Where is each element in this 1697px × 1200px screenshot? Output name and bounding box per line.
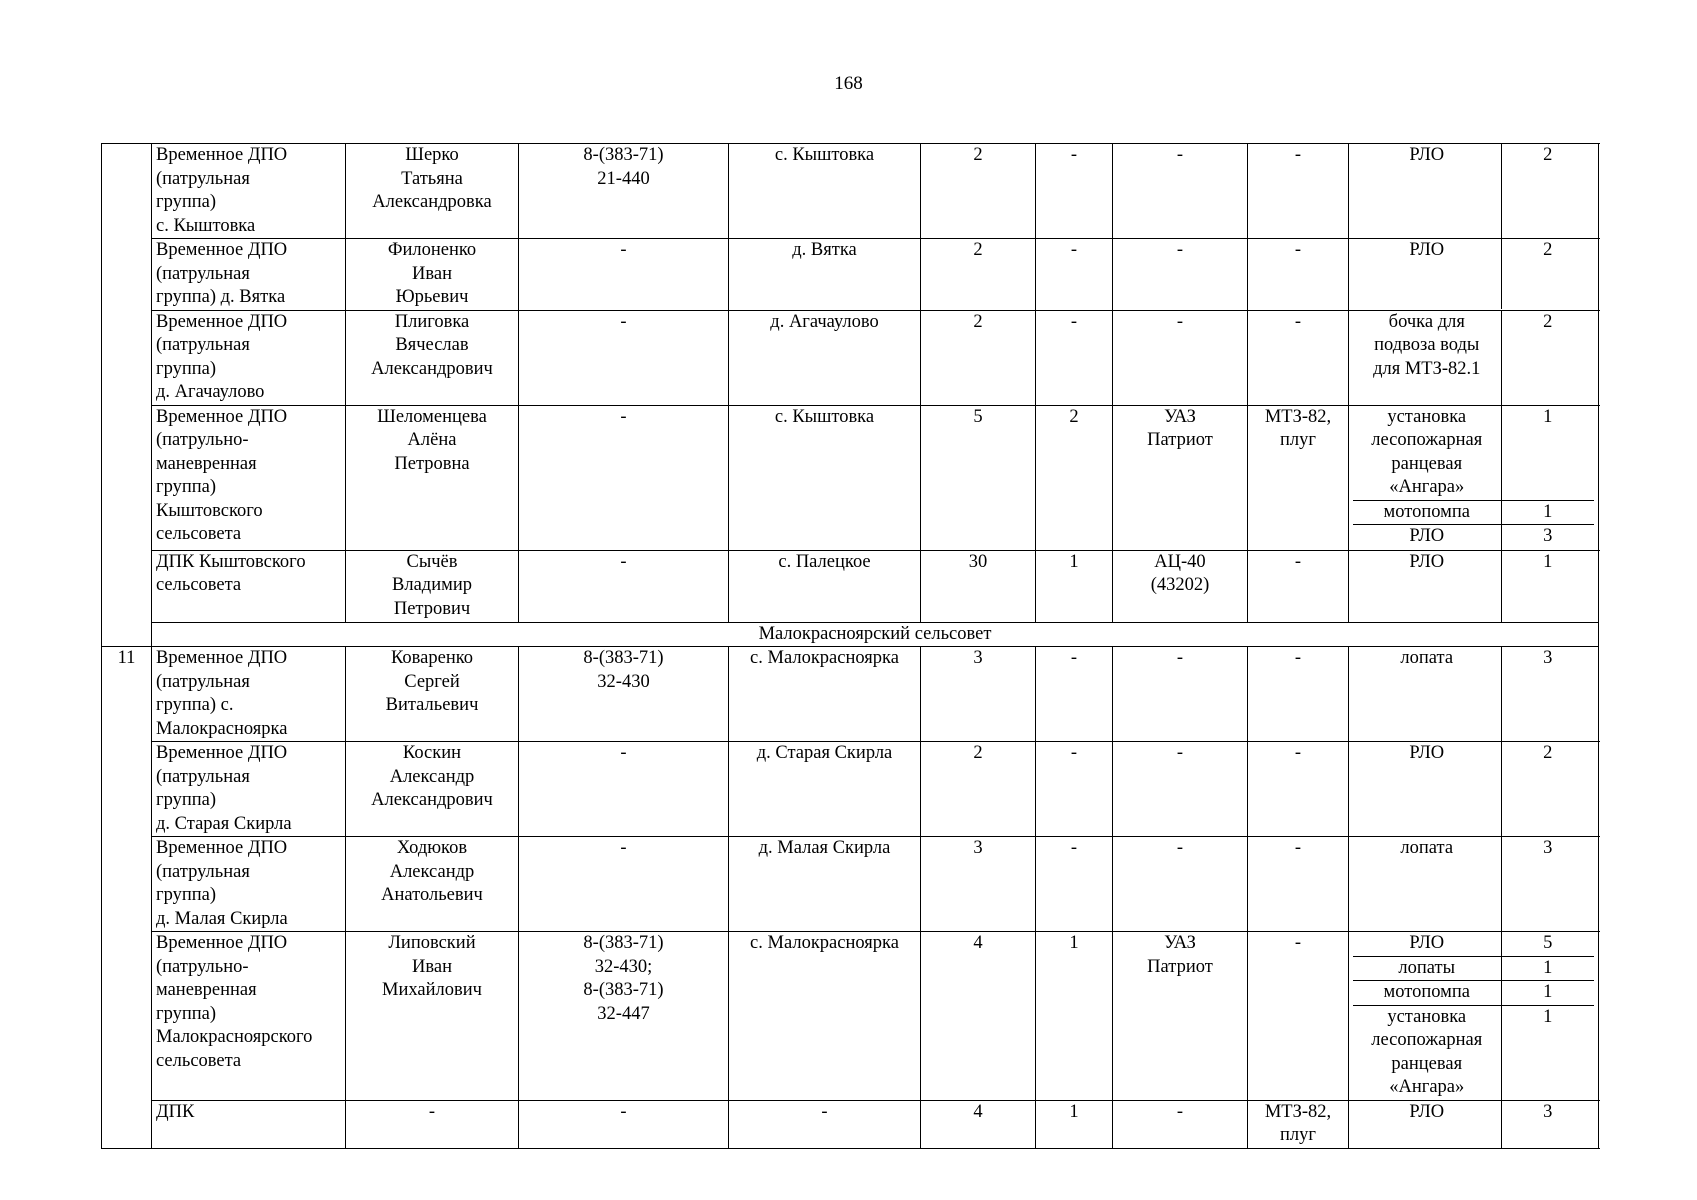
unit-phone: 8-(383-71) 32-430 xyxy=(519,647,729,742)
unit-leader: Ходюков Александр Анатольевич xyxy=(346,837,519,932)
equipment-row xyxy=(1353,551,1594,622)
unit-tech-units: - xyxy=(1036,647,1113,742)
unit-name: Временное ДПО (патрульно- маневренная группа) Кыштовского сельсовета xyxy=(152,405,346,550)
table-row xyxy=(102,1100,1599,1148)
equipment-row xyxy=(1353,311,1594,405)
unit-other-tech: - xyxy=(1248,239,1349,311)
unit-other-tech: - xyxy=(1248,647,1349,742)
equipment-cell xyxy=(1349,647,1599,742)
unit-leader: Плиговка Вячеслав Александрович xyxy=(346,310,519,405)
unit-leader: Шеломенцева Алёна Петровна xyxy=(346,405,519,550)
unit-tech-units: 1 xyxy=(1036,1100,1113,1148)
unit-people: 3 xyxy=(921,647,1036,742)
unit-other-tech: МТЗ-82, плуг xyxy=(1248,405,1349,550)
equipment-row xyxy=(1353,932,1594,956)
table-row xyxy=(102,742,1599,837)
equipment-qty: 2 xyxy=(1501,239,1594,309)
equipment-list xyxy=(1353,551,1594,622)
equipment-item: РЛО xyxy=(1353,525,1501,550)
equipment-list xyxy=(1353,932,1594,1100)
equipment-list xyxy=(1353,406,1594,550)
equipment-item: РЛО xyxy=(1409,240,1445,260)
unit-people: 30 xyxy=(921,550,1036,622)
unit-phone: - xyxy=(519,405,729,550)
equipment-qty: 2 xyxy=(1501,311,1594,405)
unit-leader: Филоненко Иван Юрьевич xyxy=(346,239,519,311)
unit-people: 2 xyxy=(921,239,1036,311)
unit-name: Временное ДПО (патрульная группа) с. Кыштовка xyxy=(152,144,346,239)
equipment-cell xyxy=(1349,1100,1599,1148)
equipment-item: установка лесопожарная ранцевая «Ангара» xyxy=(1353,1005,1501,1100)
unit-location: с. Кыштовка xyxy=(729,144,921,239)
equipment-qty: 5 xyxy=(1501,932,1594,956)
unit-vehicle: АЦ-40 (43202) xyxy=(1113,550,1248,622)
unit-vehicle: УАЗ Патриот xyxy=(1113,932,1248,1101)
unit-location: с. Малокрасноярка xyxy=(729,647,921,742)
equipment-qty: 2 xyxy=(1501,144,1594,238)
unit-name: Временное ДПО (патрульная группа) д. Вятка xyxy=(152,239,346,311)
equipment-row xyxy=(1353,500,1594,525)
equipment-item: РЛО xyxy=(1409,933,1445,953)
page-number: 168 xyxy=(834,73,863,94)
unit-vehicle: - xyxy=(1113,239,1248,311)
unit-location: с. Палецкое xyxy=(729,550,921,622)
equipment-cell xyxy=(1349,550,1599,622)
unit-tech-units: - xyxy=(1036,837,1113,932)
unit-leader: Сычёв Владимир Петрович xyxy=(346,550,519,622)
equipment-item: мотопомпа xyxy=(1353,981,1501,1006)
equipment-item: РЛО xyxy=(1409,1101,1445,1122)
equipment-row xyxy=(1353,1101,1594,1148)
equipment-item: мотопомпа xyxy=(1353,500,1501,525)
equipment-qty: 1 xyxy=(1501,1005,1594,1100)
equipment-qty: 1 xyxy=(1501,956,1594,981)
unit-name: Временное ДПО (патрульная группа) с. Малокрасноярка xyxy=(152,647,346,742)
section-header-row xyxy=(102,622,1599,647)
unit-tech-units: - xyxy=(1036,310,1113,405)
unit-tech-units: 1 xyxy=(1036,550,1113,622)
equipment-cell xyxy=(1349,742,1599,837)
equipment-list xyxy=(1353,837,1594,931)
table-row xyxy=(102,837,1599,932)
equipment-item: лопата xyxy=(1400,648,1454,668)
table-row xyxy=(102,310,1599,405)
equipment-qty: 3 xyxy=(1501,647,1594,741)
table-row xyxy=(102,144,1599,239)
unit-name: ДПК xyxy=(152,1100,346,1148)
equipment-list xyxy=(1353,144,1594,238)
unit-location: д. Агачаулово xyxy=(729,310,921,405)
unit-name: Временное ДПО (патрульная группа) д. Агачаулово xyxy=(152,310,346,405)
unit-people: 2 xyxy=(921,310,1036,405)
unit-location: с. Малокрасноярка xyxy=(729,932,921,1101)
unit-other-tech: - xyxy=(1248,742,1349,837)
equipment-row xyxy=(1353,647,1594,741)
unit-vehicle: УАЗ Патриот xyxy=(1113,405,1248,550)
equipment-cell xyxy=(1349,932,1599,1101)
unit-leader: - xyxy=(346,1100,519,1148)
equipment-item: лопата xyxy=(1400,838,1454,858)
row-number-empty xyxy=(102,144,152,647)
unit-location: д. Старая Скирла xyxy=(729,742,921,837)
equipment-list xyxy=(1353,742,1594,836)
unit-people: 5 xyxy=(921,405,1036,550)
unit-name: ДПК Кыштовского сельсовета xyxy=(152,550,346,622)
equipment-cell xyxy=(1349,837,1599,932)
equipment-list xyxy=(1353,239,1594,309)
unit-vehicle: - xyxy=(1113,742,1248,837)
equipment-cell xyxy=(1349,405,1599,550)
unit-leader: Коваренко Сергей Витальевич xyxy=(346,647,519,742)
equipment-cell xyxy=(1349,144,1599,239)
unit-phone: - xyxy=(519,550,729,622)
equipment-item: РЛО xyxy=(1409,551,1445,572)
equipment-qty: 1 xyxy=(1501,406,1594,501)
unit-tech-units: - xyxy=(1036,144,1113,239)
unit-phone: - xyxy=(519,742,729,837)
unit-tech-units: 2 xyxy=(1036,405,1113,550)
unit-vehicle: - xyxy=(1113,647,1248,742)
unit-people: 2 xyxy=(921,742,1036,837)
unit-phone: - xyxy=(519,837,729,932)
equipment-row xyxy=(1353,956,1594,981)
unit-people: 4 xyxy=(921,932,1036,1101)
unit-phone: 8-(383-71) 32-430; 8-(383-71) 32-447 xyxy=(519,932,729,1101)
unit-other-tech: - xyxy=(1248,550,1349,622)
equipment-cell xyxy=(1349,239,1599,311)
equipment-row xyxy=(1353,837,1594,931)
equipment-qty: 3 xyxy=(1501,1101,1594,1148)
units-table xyxy=(101,143,1599,1149)
equipment-qty: 1 xyxy=(1501,551,1594,622)
unit-leader: Коскин Александр Александрович xyxy=(346,742,519,837)
unit-leader: Шерко Татьяна Александровка xyxy=(346,144,519,239)
equipment-list xyxy=(1353,1101,1594,1148)
equipment-qty: 1 xyxy=(1501,981,1594,1006)
equipment-item: РЛО xyxy=(1409,743,1445,763)
unit-name: Временное ДПО (патрульная группа) д. Старая Скирла xyxy=(152,742,346,837)
unit-other-tech: - xyxy=(1248,144,1349,239)
unit-location: - xyxy=(729,1100,921,1148)
equipment-qty: 1 xyxy=(1501,500,1594,525)
unit-name: Временное ДПО (патрульно- маневренная группа) Малокрасноярского сельсовета xyxy=(152,932,346,1101)
unit-phone: - xyxy=(519,310,729,405)
equipment-item: бочка для подвоза воды для МТЗ-82.1 xyxy=(1373,311,1481,379)
unit-location: д. Малая Скирла xyxy=(729,837,921,932)
unit-other-tech: - xyxy=(1248,932,1349,1101)
unit-vehicle: - xyxy=(1113,1100,1248,1148)
equipment-qty: 2 xyxy=(1501,742,1594,836)
equipment-row xyxy=(1353,981,1594,1006)
unit-location: с. Кыштовка xyxy=(729,405,921,550)
unit-people: 4 xyxy=(921,1100,1036,1148)
equipment-list xyxy=(1353,311,1594,405)
unit-tech-units: - xyxy=(1036,239,1113,311)
unit-people: 2 xyxy=(921,144,1036,239)
unit-phone: - xyxy=(519,239,729,311)
table-row xyxy=(102,550,1599,622)
section-number: 11 xyxy=(102,647,152,1149)
unit-vehicle: - xyxy=(1113,837,1248,932)
unit-other-tech: МТЗ-82, плуг xyxy=(1248,1100,1349,1148)
unit-vehicle: - xyxy=(1113,144,1248,239)
equipment-row xyxy=(1353,406,1594,501)
equipment-item: лопаты xyxy=(1353,956,1501,981)
unit-location: д. Вятка xyxy=(729,239,921,311)
equipment-cell xyxy=(1349,310,1599,405)
equipment-item: установка лесопожарная ранцевая «Ангара» xyxy=(1371,406,1483,497)
unit-other-tech: - xyxy=(1248,837,1349,932)
table-row xyxy=(102,932,1599,1101)
equipment-row xyxy=(1353,144,1594,238)
table-row xyxy=(102,239,1599,311)
unit-vehicle: - xyxy=(1113,310,1248,405)
unit-phone: 8-(383-71) 21-440 xyxy=(519,144,729,239)
equipment-row xyxy=(1353,1005,1594,1100)
equipment-item: РЛО xyxy=(1409,145,1445,165)
equipment-row xyxy=(1353,525,1594,550)
unit-tech-units: 1 xyxy=(1036,932,1113,1101)
unit-phone: - xyxy=(519,1100,729,1148)
equipment-row xyxy=(1353,742,1594,836)
equipment-list xyxy=(1353,647,1594,741)
equipment-qty: 3 xyxy=(1501,525,1594,550)
equipment-qty: 3 xyxy=(1501,837,1594,931)
table-row xyxy=(102,405,1599,550)
unit-name: Временное ДПО (патрульная группа) д. Малая Скирла xyxy=(152,837,346,932)
equipment-row xyxy=(1353,239,1594,309)
unit-other-tech: - xyxy=(1248,310,1349,405)
unit-people: 3 xyxy=(921,837,1036,932)
section-title: Малокрасноярский сельсовет xyxy=(152,622,1599,647)
table-row xyxy=(102,647,1599,742)
unit-tech-units: - xyxy=(1036,742,1113,837)
unit-leader: Липовский Иван Михайлович xyxy=(346,932,519,1101)
